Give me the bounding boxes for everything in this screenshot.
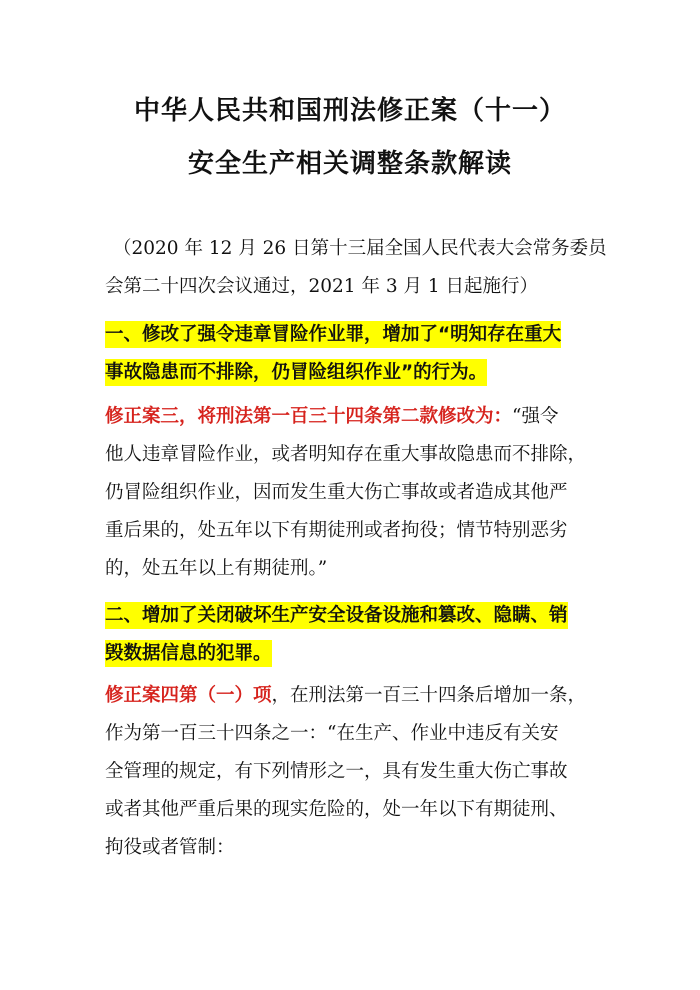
paragraph-line: 仍冒险组织作业，因而发生重大伤亡事故或者造成其他严 [105, 482, 568, 503]
section1-paragraph [105, 398, 605, 588]
section2-heading-line: 二、增加了关闭破坏生产安全设备设施和篡改、隐瞒、销 [105, 602, 568, 629]
paragraph-line: 的，处五年以上有期徒刑。” [105, 558, 328, 579]
paragraph-text: “强令 [512, 406, 559, 427]
paragraph-line: 他人违章冒险作业，或者明知存在重大事故隐患而不排除， [105, 444, 587, 465]
section1-heading-line: 事故隐患而不排除，仍冒险组织作业”的行为。 [105, 359, 487, 386]
adoption-note-line: 会第二十四次会议通过，2021 年 3 月 1 日起施行） [105, 276, 539, 297]
paragraph-line: 重后果的，处五年以下有期徒刑或者拘役；情节特别恶劣 [105, 520, 568, 541]
section1-heading [105, 316, 605, 392]
section2-heading-line: 毁数据信息的犯罪。 [105, 640, 272, 667]
paragraph-text: ，在刑法第一百三十四条后增加一条， [271, 685, 587, 706]
adoption-note [105, 230, 605, 306]
paragraph-line: 拘役或者管制： [105, 837, 235, 858]
amendment-4-label: 修正案四第（一）项 [105, 685, 272, 706]
document-title-line2: 安全生产相关调整条款解读 [187, 149, 512, 179]
amendment-3-label: 修正案三，将刑法第一百三十四条第二款修改为： [105, 406, 513, 427]
document-title-line1: 中华人民共和国刑法修正案（十一） [133, 96, 566, 126]
paragraph-line: 或者其他严重后果的现实危险的，处一年以下有期徒刑、 [105, 799, 568, 820]
adoption-note-line: （2020 年 12 月 26 日第十三届全国人民代表大会常务委员 [113, 238, 607, 259]
paragraph-line: 全管理的规定，有下列情形之一，具有发生重大伤亡事故 [105, 761, 568, 782]
paragraph-line: 作为第一百三十四条之一：“在生产、作业中违反有关安 [105, 723, 559, 744]
section2-heading [105, 597, 605, 673]
section2-paragraph [105, 677, 605, 867]
section1-heading-line: 一、修改了强令违章冒险作业罪，增加了“明知存在重大 [105, 321, 561, 348]
